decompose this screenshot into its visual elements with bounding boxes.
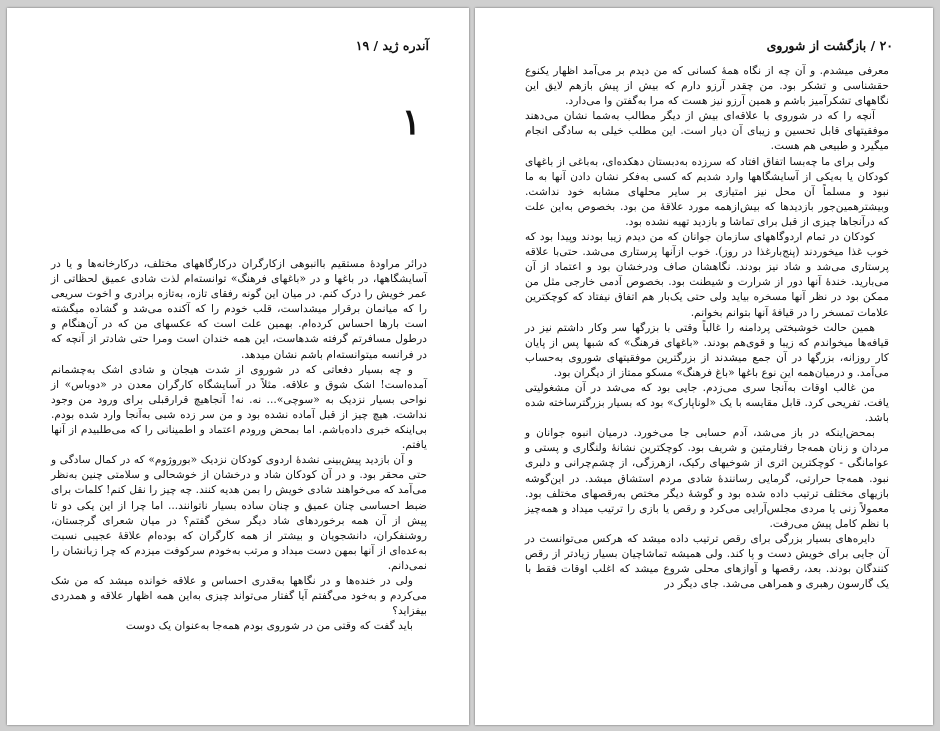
paragraph: بمحض‌اینکه در باز می‌شد، آدم حسابی جا می‌خورد. درمیان انبوه جوانان و مردان و زنان همه‌جا رفتارمتین و شریف بود. کوچکترین نشانهٔ ولنگاری و پستی و عوامانگی - کوچکترین اثری از شوخیهای رکیک، ازهرزگی، از چشم‌چرانی و دلبری نبود. همه‌جا حرارتی، گرمایی رسانندهٔ شادی مردم استشاق میشد. در این‌گوشه بازیهای مختلف ترتیب داده شده بود و گوشهٔ دیگر مختص به‌رقصهای مختلف بود. معمولاً زنی یا مردی مجلس‌آرایی می‌کرد و رقص یا بازی را ترتیب میداد و همه‌چیز با نظم کامل پیش می‌رفت. bbox=[525, 426, 889, 530]
left-page bbox=[7, 8, 469, 725]
left-body-text bbox=[51, 256, 427, 633]
chapter-number: ۱ bbox=[401, 101, 421, 143]
paragraph: ولی در خنده‌ها و در نگاهها به‌قدری احساس و علاقه خوانده میشد که من شک می‌کردم و به‌خود می‌گفتم آیا گفتار می‌تواند چیزی به‌این همه اظهار علاقه و همدردی بیفزاید؟ bbox=[51, 573, 427, 618]
paragraph: و چه بسیار دفعاتی که در شوروی از شدت هیجان و شادی اشک به‌چشمانم آمده‌است! اشک شوق و علاقه. مثلاً در آسایشگاه کارگران معدن در «دوباس» از نواحی بسیار نزدیک به «سوچی»... نه. نه! آنجاهیچ قرارقبلی برای ورود من وجود نداشت. هیچ چیز از قبل آماده نشده بود و من سر زده شبی به‌آنجا وارد شده بودم. بی‌اینکه خبری داده‌باشم. اما بمحض ورودم اعتماد و اطمینانی را که می‌طلبیدم از آنها یافتم. bbox=[51, 362, 427, 452]
right-header-title: ۲۰ / بازگشت از شوروی bbox=[766, 38, 893, 53]
paragraph: کودکان در تمام اردوگاههای سازمان جوانان که من دیدم زیبا بودند وپیدا بود که خوب غذا میخوردند (پنج‌بارغذا در روز). خوب ازآنها پرستاری می‌شد. حتی‌با علاقه پرستاری می‌شد و شاد نیز بودند. نگاهشان صاف ودرخشان بود و اعتماد از آن می‌بارید. خندهٔ آنها دور از شرارت و شیطنت بود. بخصوص آدمی خارجی مثل من ممکن بود در نظر آنها مسخره بیاید ولی حتی یک‌بار هم اتفاق نیفتاد که کوچکترین علامات تمسخر را در قیافهٔ آنها بتوانم بخوانم. bbox=[525, 230, 889, 319]
paragraph: آنچه را که در شوروی با علاقه‌ای بیش از دیگر مطالب به‌شما نشان می‌دهند موفقیتهای قابل تحسین و زیبای آن دیار است. این مطلب خیلی به سادگی انجام میگیرد و طبیعی هم هست. bbox=[525, 109, 889, 153]
paragraph: من غالب اوقات به‌آنجا سری می‌زدم. جایی بود که می‌شد در آن مشغولیتی یافت. تفریحی کرد. قابل مقایسه با یک «لوناپارک» بود که بسیار بزرگترساخته شده باشد. bbox=[525, 380, 889, 425]
left-header-separator: / bbox=[373, 38, 379, 53]
paragraph: و آن بازدید پیش‌بینی نشدهٔ اردوی کودکان نزدیک «بوروژوم» که در کمال سادگی و حتی محقر بود. و در آن کودکان شاد و درخشان از خوشحالی و سلامتی چنین به‌نظر می‌آمد که می‌خواهند شادی خویش را بمن هدیه کنند. چه چیز را نقل کنم! کلمات برای ضبط احساسی چنان عمیق و چنان ساده بسیار ناتوانند... اما چرا از این یکی دو تا پیش از آن همه برخوردهای شاد دیگر سخن گفتم؟ در میان شعرای گرجستان، روشنفکران، دانشجویان و بیشتر از همه کارگران که بوده‌ام علاقهٔ عجیبی نسبت به‌عده‌ای از آنها بمهن دست میداد و مرتب به‌خودم سرکوفت میزدم که چرا زبانشان را نمی‌دانم. bbox=[51, 453, 427, 572]
paragraph: درائر مراودهٔ مستقیم باانبوهی ازکارگران درکارگاههای مختلف، درکارخانه‌ها و یا در آسایشگاهها، در باغها و در «باغهای فرهنگ» توانسته‌ام لذت شادی عمیق لحظاتی از عمر خویش را درک کنم. در میان این گونه رفقای تازه، به‌تازه برادری و اخوت سریعی را که میانمان برقرار میشداست، قلب خودم را که آکنده می‌شد و گشاده میگشته است بارها احساس کرده‌ام. بهمین علت است که عکسهای من که در آن‌هنگام و درطول مسافرتم گرفته شدهاست، این همه خندان است ومرا حتی شادتر از آنچه که در فرانسه میتوانسته‌ام باشم نشان میدهد. bbox=[51, 257, 427, 361]
right-page-number: ۲۰ bbox=[879, 38, 893, 53]
paragraph: ولی برای ما چه‌بسا اتفاق افتاد که سرزده به‌دبستان دهکده‌ای، به‌باغی از باغهای کودکان یا به‌یکی از آسایشگاهها وارد شدیم که کسی به‌فکر نشان دادن آنها به ما نبود و مسلماً آن محل نیز امتیازی بر سایر محلهای مشابه خود نداشت. وبیشترهمین‌جور بازدیدها که بیش‌ازهمه مورد علاقهٔ من بود. بخصوص به‌این علت که درآنجاها چیزی از قبل برای تماشا و بازدید تهیه نشده بود. bbox=[525, 154, 889, 228]
right-running-head bbox=[525, 38, 893, 53]
paragraph: همین حالت خوشبختی پردامنه را غالباً وقتی با بزرگها سر وکار داشتم نیز در قیافه‌ها میخواندم که زیبا و قوی‌هم بودند. «باغهای فرهنگ» که شبها پس از پایان کار روزانه، بزرگها در آن جمع میشدند از بزرگترین موفقیتهای شوروی به‌حساب می‌آمد. و درمیان‌همه این نوع باغها «باغ فرهنگ» مسکو ممتاز از دیگران بود. bbox=[525, 320, 889, 379]
paragraph: باید گفت که وقتی من در شوروی بودم همه‌جا به‌عنوان یک دوست bbox=[125, 619, 413, 633]
paragraph: معرفی میشدم. و آن چه از نگاه همهٔ کسانی که من دیدم بر می‌آمد اظهار یکنوع حقشناسی و تشکر بود. من چقدر آرزو دارم که بیش از پیش بازهم لایق این نگاههای تشکرآمیز باشم و همین آرزو نیز هست که مرا به‌گفتن وا می‌دارد. bbox=[525, 64, 889, 108]
left-running-head bbox=[57, 38, 429, 53]
right-page bbox=[475, 8, 933, 725]
right-body-text bbox=[525, 63, 889, 591]
left-header-title: آندره ژید / ۱۹ bbox=[355, 38, 429, 53]
left-page-number: ۱۹ bbox=[355, 38, 370, 53]
right-header-separator: / bbox=[870, 38, 876, 53]
paragraph: دایره‌های بسیار بزرگی برای رقص ترتیب داده میشد که هرکس می‌توانست در آن جایی برای خویش دست و پا کند. ولی همیشه تماشاچیان بسیار زیادتر از رقص کنندگان بودند. بعد، رقصها و آوازهای محلی شروع میشد که اغلب اوقات فقط با یک گارسون رهبری و همراهی می‌شد. جای دیگر در bbox=[525, 531, 889, 591]
